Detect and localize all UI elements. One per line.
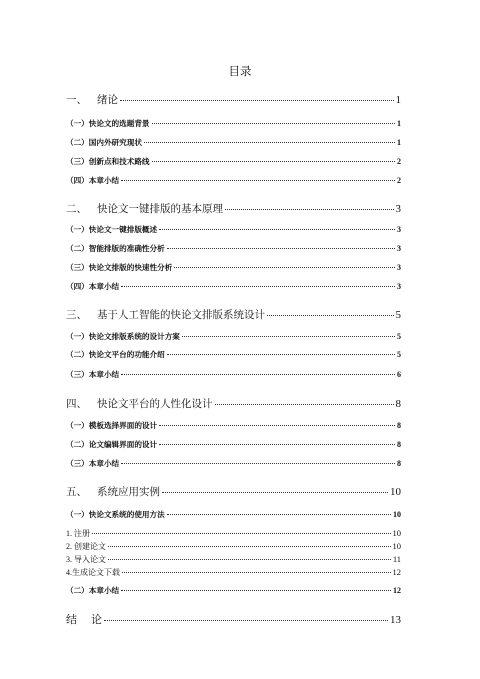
toc-entry-text: （三）快论文排版的快速性分析 (66, 263, 173, 272)
toc-page-number: 3 (395, 203, 401, 215)
toc-entry-text: 1. 注册 (66, 529, 90, 538)
toc-entry-label (66, 528, 90, 539)
toc-page-number: 8 (397, 421, 401, 430)
toc-entry-label (66, 439, 157, 450)
toc-entry-label (66, 243, 165, 254)
toc-leader-dots (120, 100, 394, 101)
toc-entry-label (66, 484, 160, 499)
toc-leader-dots (122, 572, 391, 573)
toc-entry-number: 三、 (66, 309, 87, 321)
toc-entry[interactable] (66, 585, 401, 599)
toc-entry[interactable] (66, 201, 401, 215)
toc-leader-dots (92, 533, 391, 534)
toc-entry[interactable] (66, 349, 401, 363)
toc-entry-label (66, 458, 119, 469)
toc-page-number: 2 (397, 157, 401, 166)
toc-page-number: 1 (395, 94, 401, 106)
toc-leader-dots (167, 248, 395, 249)
toc-page-number: 3 (397, 225, 401, 234)
toc-page-number: 6 (397, 370, 401, 379)
toc-entry[interactable] (66, 420, 401, 434)
toc-page-number: 10 (392, 541, 401, 551)
toc-leader-dots (167, 354, 395, 355)
toc-entry-label (66, 396, 213, 411)
toc-page-number: 2 (397, 176, 401, 185)
toc-entry-number: 二、 (66, 203, 87, 215)
toc-page-number: 5 (397, 350, 401, 359)
toc-entry[interactable] (66, 567, 401, 581)
toc-entry-text: （二）智能排版的准确性分析 (66, 244, 165, 253)
toc-entry-label (66, 509, 165, 520)
toc-entry-text: （三）本章小结 (66, 459, 120, 468)
toc-leader-dots (104, 620, 388, 621)
toc-leader-dots (121, 374, 395, 375)
toc-entry-text: 2. 创建论文 (66, 542, 106, 551)
toc-entry-label (66, 224, 157, 235)
toc-entry-text: 快论文一键排版的基本原理 (97, 203, 223, 215)
toc-entry-label (66, 331, 180, 342)
toc-entry-text: （二）快论文平台的功能介绍 (66, 350, 165, 359)
toc-entry-label (66, 307, 265, 322)
toc-title: 目录 (228, 64, 252, 78)
toc-entry[interactable] (66, 243, 401, 257)
toc-leader-dots (159, 444, 395, 445)
toc-entry[interactable] (66, 224, 401, 238)
toc-leader-dots (174, 267, 395, 268)
toc-leader-dots (215, 404, 394, 405)
toc-entry-text: （二）论文编辑界面的设计 (66, 440, 158, 449)
toc-page-number: 1 (397, 119, 401, 128)
toc-page-number: 13 (390, 614, 401, 626)
toc-page-number: 3 (397, 263, 401, 272)
toc-leader-dots (121, 590, 391, 591)
toc-entry[interactable] (66, 541, 401, 555)
toc-entry-text: （三）创新点和技术路线 (66, 157, 150, 166)
toc-entry[interactable] (66, 262, 401, 276)
toc-entry[interactable] (66, 281, 401, 295)
toc-page-number: 8 (395, 398, 401, 410)
toc-leader-dots (159, 229, 395, 230)
toc-page-number: 10 (393, 510, 401, 519)
toc-page-number: 5 (395, 309, 401, 321)
toc-entry[interactable] (66, 175, 401, 189)
toc-entry-text: 基于人工智能的快论文排版系统设计 (97, 309, 265, 321)
toc-leader-dots (167, 514, 391, 515)
toc-page-number: 10 (390, 486, 401, 498)
toc-entry-text: 4.生成论文下载 (66, 568, 120, 577)
toc-entry-text: 系统应用实例 (97, 486, 160, 498)
toc-entry-label (66, 175, 119, 186)
toc-entry-label (66, 567, 120, 578)
toc-entry[interactable] (66, 509, 401, 523)
toc-entry[interactable] (66, 331, 401, 345)
toc-page-number: 12 (392, 567, 401, 577)
toc-leader-dots (121, 180, 395, 181)
toc-leader-dots (121, 286, 395, 287)
toc-entry-label (66, 262, 172, 273)
toc-entry-text: （一）快论文排版系统的设计方案 (66, 332, 180, 341)
toc-entry-text: （一）快论文的选题背景 (66, 119, 150, 128)
toc-page-number: 12 (393, 586, 401, 595)
toc-entry[interactable] (66, 528, 401, 542)
toc-entry-label (66, 349, 165, 360)
toc-page-number: 10 (392, 528, 401, 538)
toc-entry[interactable] (66, 554, 401, 568)
toc-entry-text: （一）快论文系统的使用方法 (66, 510, 165, 519)
toc-entry-text: 绪论 (97, 94, 118, 106)
toc-leader-dots (225, 209, 394, 210)
toc-entry[interactable] (66, 156, 401, 170)
toc-entry-text: （四）本章小结 (66, 176, 120, 185)
toc-entry-text: 快论文平台的人性化设计 (97, 398, 213, 410)
toc-entry-label (66, 201, 223, 216)
toc-entry[interactable] (66, 118, 401, 132)
toc-entry[interactable] (66, 611, 401, 625)
toc-entry-label (66, 92, 118, 107)
toc-leader-dots (182, 336, 395, 337)
toc-entry-number: 四、 (66, 398, 87, 410)
toc-entry[interactable] (66, 484, 401, 498)
toc-entry[interactable] (66, 92, 401, 106)
toc-entry-text: 3. 导入论文 (66, 555, 106, 564)
toc-entry-label (66, 137, 142, 148)
toc-leader-dots (159, 425, 395, 426)
toc-entry-label (66, 156, 150, 167)
toc-entry-label (66, 585, 119, 596)
toc-leader-dots (162, 492, 388, 493)
toc-leader-dots (108, 546, 391, 547)
toc-entry-text: （四）本章小结 (66, 282, 120, 291)
toc-entry-label (66, 118, 150, 129)
toc-entry-text: （一）快论文一键排版概述 (66, 225, 158, 234)
toc-entry-text: （一）模板选择界面的设计 (66, 421, 158, 430)
toc-leader-dots (144, 142, 395, 143)
toc-entry-label (66, 281, 119, 292)
toc-entry[interactable] (66, 307, 401, 321)
toc-entry-label (66, 541, 106, 552)
toc-page-number: 5 (397, 332, 401, 341)
toc-leader-dots (152, 161, 395, 162)
toc-leader-dots (108, 559, 391, 560)
toc-leader-dots (121, 463, 395, 464)
toc-entry[interactable] (66, 369, 401, 383)
toc-entry-label (66, 554, 106, 565)
toc-entry[interactable] (66, 458, 401, 472)
toc-entry[interactable] (66, 396, 401, 410)
toc-entry-number: 五、 (66, 486, 87, 498)
toc-entry[interactable] (66, 137, 401, 151)
toc-entry-label (66, 420, 157, 431)
toc-page-number: 11 (392, 554, 401, 564)
toc-entry-label (66, 369, 119, 380)
toc-leader-dots (267, 315, 394, 316)
toc-page-number: 3 (397, 282, 401, 291)
toc-entry[interactable] (66, 439, 401, 453)
toc-page-number: 8 (397, 459, 401, 468)
toc-entry-text: （三）本章小结 (66, 370, 120, 379)
toc-entry-text: 结 论 (66, 613, 102, 626)
toc-entry-label (66, 611, 102, 627)
toc-page-number: 3 (397, 244, 401, 253)
toc-entry-text: （二）本章小结 (66, 586, 120, 595)
toc-entry-text: （二）国内外研究现状 (66, 138, 142, 147)
toc-leader-dots (152, 123, 395, 124)
toc-page-number: 1 (397, 138, 401, 147)
toc-page-number: 8 (397, 440, 401, 449)
toc-entry-number: 一、 (66, 94, 87, 106)
